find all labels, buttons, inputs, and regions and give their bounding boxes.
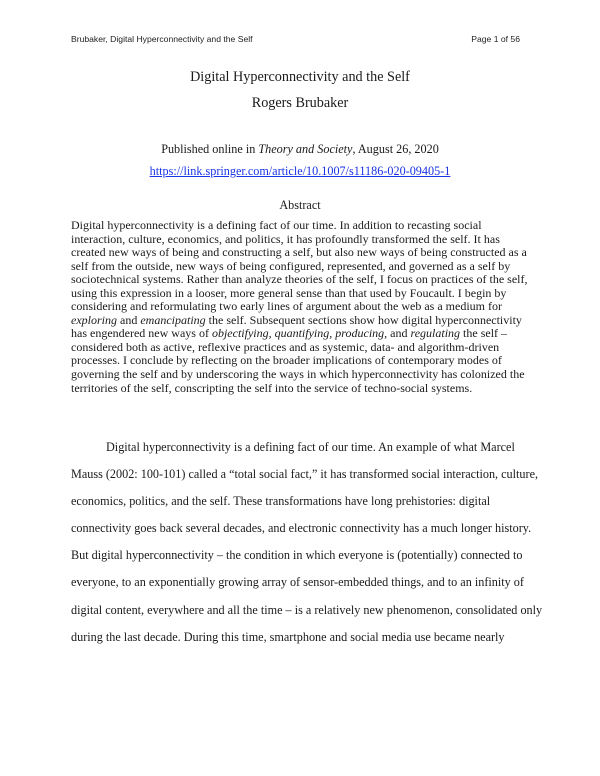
text-segment: sociotechnical systems. Rather than analyze theories of the self, I focus on practices of the self, (71, 272, 528, 287)
text-segment: economics, politics, and the self. These transformations have long prehistories: digital (71, 494, 491, 509)
text-line (71, 354, 528, 368)
publication-info (0, 142, 600, 157)
text-segment: the self – (460, 326, 508, 341)
text-segment: considered both as active, reflexive practices and as systemic, data- and algorithm-driven (71, 339, 500, 354)
text-segment: using this expression in a looser, more general sense than that used by Foucault. I begin by (71, 285, 507, 300)
text-line (71, 233, 528, 247)
text-line (71, 488, 542, 515)
document-title: Digital Hyperconnectivity and the Self (190, 69, 410, 85)
text-line (71, 461, 542, 488)
text-segment: But digital hyperconnectivity – the condition in which everyone is (potentially) connected to (71, 548, 523, 563)
text-segment: and (117, 312, 141, 327)
text-segment: the self. Subsequent sections show how digital hyperconnectivity (205, 312, 522, 327)
text-segment: Mauss (2002: 100-101) called a “total social fact,” it has transformed social interaction, culture, (71, 467, 539, 482)
text-segment: and (387, 326, 411, 341)
text-line (71, 542, 542, 569)
abstract-text (71, 219, 528, 395)
text-line (71, 327, 528, 341)
running-header-title: Brubaker, Digital Hyperconnectivity and the Self (71, 34, 253, 44)
article-link[interactable]: https://link.springer.com/article/10.1007/s11186-020-09405-1 (149, 164, 451, 178)
text-line (71, 515, 542, 542)
italic-text: regulating (410, 326, 461, 341)
text-segment: created new ways of being and constructing a self, but also new ways of being constructed as a (71, 245, 527, 260)
text-segment: interaction, culture, economics, and politics, it has profoundly transformed the self. It has (71, 231, 500, 246)
article-url-line (0, 164, 600, 179)
italic-text: emancipating (140, 312, 206, 327)
text-segment: territories of the self, conscripting the self into the service of techno-social systems. (71, 380, 473, 395)
text-line (71, 314, 528, 328)
publication-date: , August 26, 2020 (352, 142, 439, 156)
text-segment: has engendered new ways of (71, 326, 212, 341)
journal-name: Theory and Society (258, 142, 353, 156)
text-segment: Digital hyperconnectivity is a defining fact of our time. An example of what Marcel (106, 440, 515, 454)
text-segment: Digital hyperconnectivity is a defining fact of our time. In addition to recasting social (71, 218, 482, 232)
text-segment: governing the self and by underscoring the ways in which hyperconnectivity has colonized the (71, 367, 525, 382)
italic-text: exploring (71, 312, 117, 327)
text-line (71, 569, 542, 596)
italic-text: objectifying, quantifying, producing, (211, 326, 388, 341)
text-line (71, 341, 528, 355)
text-line (71, 300, 528, 314)
text-line (71, 246, 528, 260)
text-line (71, 382, 528, 396)
text-segment: considering and reformulating two early lines of argument about the web as a medium for (71, 299, 502, 314)
text-line (71, 273, 528, 287)
document-author: Rogers Brubaker (251, 95, 349, 111)
text-segment: connectivity goes back several decades, and electronic connectivity has a much longer history. (71, 521, 532, 536)
publication-prefix: Published online in (161, 142, 259, 156)
text-line (71, 368, 528, 382)
text-line (71, 260, 528, 274)
text-line (71, 434, 542, 461)
page-indicator: Page 1 of 56 (471, 34, 520, 44)
text-line (71, 219, 528, 233)
body-text (71, 434, 542, 651)
text-segment: during the last decade. During this time, smartphone and social media use became nearly (71, 629, 505, 644)
text-segment: self from the outside, new ways of being configured, represented, and governed as a self by (71, 258, 511, 273)
text-line (71, 597, 542, 624)
text-line (71, 287, 528, 301)
text-segment: everyone, to an exponentially growing array of sensor-embedded things, and to an infinity of (71, 575, 524, 590)
abstract-heading: Abstract (279, 198, 321, 212)
text-segment: digital content, everywhere and all the time – is a relatively new phenomenon, consolidated only (71, 602, 543, 617)
text-segment: processes. I conclude by reflecting on the broader implications of contemporary modes of (71, 353, 502, 368)
text-line (71, 624, 542, 651)
